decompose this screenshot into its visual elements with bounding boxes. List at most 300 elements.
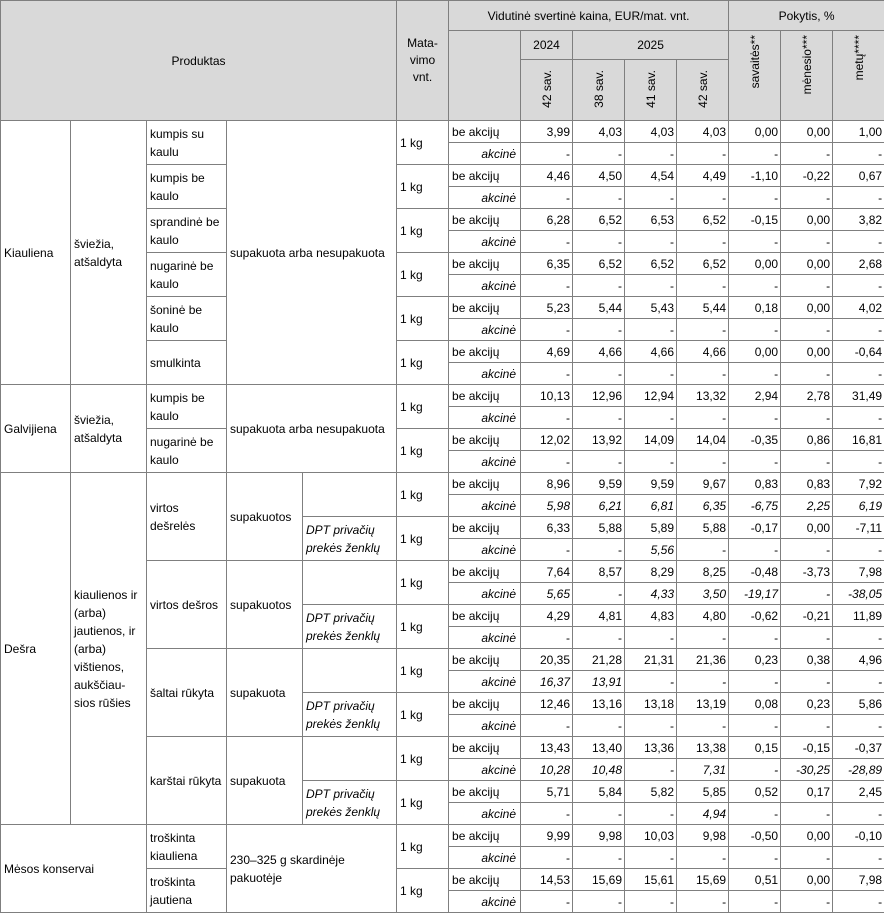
price-type-be-akciju: be akcijų — [449, 561, 521, 583]
change-cell: 2,78 — [781, 385, 833, 407]
price-cell: 8,25 — [677, 561, 729, 583]
price-type-be-akciju: be akcijų — [449, 341, 521, 363]
price-cell: - — [573, 891, 625, 913]
price-cell: 8,57 — [573, 561, 625, 583]
price-cell: 6,33 — [521, 517, 573, 539]
change-cell: - — [729, 671, 781, 693]
change-cell: -0,10 — [833, 825, 884, 847]
dpt-empty — [303, 737, 397, 781]
price-type-be-akciju: be akcijų — [449, 165, 521, 187]
price-cell: - — [625, 363, 677, 385]
price-cell: 21,31 — [625, 649, 677, 671]
price-cell: - — [677, 671, 729, 693]
change-cell: 0,23 — [729, 649, 781, 671]
price-cell: - — [521, 539, 573, 561]
change-cell: - — [833, 847, 884, 869]
change-cell: -0,37 — [833, 737, 884, 759]
price-cell: - — [677, 891, 729, 913]
price-cell: - — [573, 627, 625, 649]
price-cell: - — [573, 847, 625, 869]
header-change-year: metų**** — [833, 31, 884, 121]
change-cell: 0,00 — [781, 517, 833, 539]
price-cell: 6,35 — [521, 253, 573, 275]
price-type-akcine: akcinė — [449, 495, 521, 517]
change-cell: - — [729, 143, 781, 165]
change-cell: 0,00 — [781, 209, 833, 231]
dpt-label: DPT privačių prekės ženklų — [303, 605, 397, 649]
change-cell: - — [833, 891, 884, 913]
change-cell: -0,64 — [833, 341, 884, 363]
price-cell: 9,98 — [677, 825, 729, 847]
table-body — [1, 121, 884, 913]
change-cell: - — [833, 231, 884, 253]
price-cell: - — [677, 847, 729, 869]
unit-label: 1 kg — [397, 737, 449, 781]
change-cell: -0,21 — [781, 605, 833, 627]
unit-label: 1 kg — [397, 781, 449, 825]
price-cell: 21,28 — [573, 649, 625, 671]
price-cell: 8,96 — [521, 473, 573, 495]
change-cell: 7,98 — [833, 869, 884, 891]
change-cell: 3,82 — [833, 209, 884, 231]
change-cell: 0,52 — [729, 781, 781, 803]
change-cell: - — [781, 803, 833, 825]
change-cell: 0,00 — [781, 253, 833, 275]
price-cell: 20,35 — [521, 649, 573, 671]
price-cell: 4,54 — [625, 165, 677, 187]
price-cell: - — [625, 891, 677, 913]
price-cell: 13,43 — [521, 737, 573, 759]
product-label: troškinta jautiena — [147, 869, 227, 913]
price-type-akcine: akcinė — [449, 539, 521, 561]
product-label: smulkinta — [147, 341, 227, 385]
price-cell: 13,16 — [573, 693, 625, 715]
price-cell: 15,61 — [625, 869, 677, 891]
change-cell: - — [833, 363, 884, 385]
change-cell: 2,94 — [729, 385, 781, 407]
change-cell: -1,10 — [729, 165, 781, 187]
change-cell: - — [729, 407, 781, 429]
price-cell: - — [625, 143, 677, 165]
change-cell: - — [781, 143, 833, 165]
sub-desra: kiaulienos ir (arba) jautienos, ir (arba) vištienos, aukščiau-sios rūšies — [71, 473, 147, 825]
price-cell: 10,13 — [521, 385, 573, 407]
price-type-be-akciju: be akcijų — [449, 385, 521, 407]
change-cell: -30,25 — [781, 759, 833, 781]
price-cell: 4,66 — [573, 341, 625, 363]
price-cell: 5,98 — [521, 495, 573, 517]
price-cell: 10,03 — [625, 825, 677, 847]
price-cell: - — [625, 759, 677, 781]
price-type-be-akciju: be akcijų — [449, 297, 521, 319]
change-cell: - — [781, 715, 833, 737]
price-type-be-akciju: be akcijų — [449, 209, 521, 231]
pack-supakuota: supakuota — [227, 737, 303, 825]
price-cell: 5,82 — [625, 781, 677, 803]
price-cell: - — [521, 407, 573, 429]
price-cell: 13,40 — [573, 737, 625, 759]
price-cell: 3,50 — [677, 583, 729, 605]
unit-label: 1 kg — [397, 693, 449, 737]
price-cell: 12,96 — [573, 385, 625, 407]
change-cell: - — [729, 231, 781, 253]
change-cell: - — [833, 803, 884, 825]
change-cell: 1,00 — [833, 121, 884, 143]
change-cell: 4,02 — [833, 297, 884, 319]
price-cell: 4,80 — [677, 605, 729, 627]
change-cell: 0,00 — [781, 341, 833, 363]
price-cell: 6,52 — [677, 209, 729, 231]
change-cell: - — [729, 759, 781, 781]
price-cell: - — [521, 451, 573, 473]
change-cell: -0,48 — [729, 561, 781, 583]
change-cell: 6,19 — [833, 495, 884, 517]
change-cell: - — [781, 407, 833, 429]
unit-label: 1 kg — [397, 385, 449, 429]
price-type-be-akciju: be akcijų — [449, 253, 521, 275]
unit-label: 1 kg — [397, 297, 449, 341]
change-cell: - — [729, 319, 781, 341]
change-cell: - — [781, 363, 833, 385]
price-cell: - — [677, 539, 729, 561]
price-type-be-akciju: be akcijų — [449, 649, 521, 671]
change-cell: - — [781, 627, 833, 649]
change-cell: 0,00 — [729, 253, 781, 275]
change-cell: -3,73 — [781, 561, 833, 583]
pack-supakuotos: supakuotos — [227, 473, 303, 561]
price-cell: - — [573, 363, 625, 385]
price-cell: 5,65 — [521, 583, 573, 605]
price-type-akcine: akcinė — [449, 187, 521, 209]
price-cell: - — [625, 715, 677, 737]
price-cell: - — [573, 407, 625, 429]
price-cell: 10,28 — [521, 759, 573, 781]
price-cell: 13,92 — [573, 429, 625, 451]
change-cell: -0,17 — [729, 517, 781, 539]
price-cell: 4,03 — [677, 121, 729, 143]
price-cell: 5,44 — [573, 297, 625, 319]
price-cell: - — [677, 451, 729, 473]
header-produktas: Produktas — [1, 1, 397, 121]
price-cell: 14,53 — [521, 869, 573, 891]
change-cell: 0,00 — [729, 121, 781, 143]
unit-label: 1 kg — [397, 165, 449, 209]
change-cell: 0,83 — [729, 473, 781, 495]
price-cell: 5,71 — [521, 781, 573, 803]
price-cell: - — [677, 319, 729, 341]
price-type-be-akciju: be akcijų — [449, 605, 521, 627]
change-cell: - — [729, 715, 781, 737]
change-cell: 0,23 — [781, 693, 833, 715]
change-cell: - — [833, 671, 884, 693]
change-cell: - — [729, 891, 781, 913]
price-cell: 4,83 — [625, 605, 677, 627]
product-label: kumpis be kaulo — [147, 165, 227, 209]
change-cell: 0,67 — [833, 165, 884, 187]
change-cell: 2,45 — [833, 781, 884, 803]
pack-label: 230–325 g skardinėje pakuotėje — [227, 825, 397, 913]
change-cell: 0,51 — [729, 869, 781, 891]
price-cell: - — [677, 187, 729, 209]
unit-label: 1 kg — [397, 341, 449, 385]
price-cell: - — [521, 363, 573, 385]
header-year-2025: 2025 — [573, 31, 729, 60]
price-type-be-akciju: be akcijų — [449, 737, 521, 759]
price-type-be-akciju: be akcijų — [449, 693, 521, 715]
change-cell: 11,89 — [833, 605, 884, 627]
price-cell: - — [573, 319, 625, 341]
change-cell: 31,49 — [833, 385, 884, 407]
header-matavimo: Mata-vimo vnt. — [397, 1, 449, 121]
change-cell: 0,18 — [729, 297, 781, 319]
unit-label: 1 kg — [397, 209, 449, 253]
price-cell: - — [521, 231, 573, 253]
price-cell: - — [625, 187, 677, 209]
price-cell: 4,29 — [521, 605, 573, 627]
product-label: nugarinė be kaulo — [147, 429, 227, 473]
price-cell: - — [521, 275, 573, 297]
change-cell: -19,17 — [729, 583, 781, 605]
change-cell: -38,05 — [833, 583, 884, 605]
price-cell: 13,91 — [573, 671, 625, 693]
header-kaina: Vidutinė svertinė kaina, EUR/mat. vnt. — [449, 1, 729, 31]
price-cell: - — [521, 715, 573, 737]
price-cell: 21,36 — [677, 649, 729, 671]
price-cell: 12,94 — [625, 385, 677, 407]
price-cell: 9,59 — [573, 473, 625, 495]
price-type-akcine: akcinė — [449, 759, 521, 781]
price-cell: - — [573, 143, 625, 165]
group-konservai: Mėsos konservai — [1, 825, 147, 913]
price-cell: - — [573, 231, 625, 253]
change-cell: 0,38 — [781, 649, 833, 671]
product-label: virtos dešros — [147, 561, 227, 649]
price-cell: 6,53 — [625, 209, 677, 231]
header-pokytis: Pokytis, % — [729, 1, 884, 31]
price-cell: - — [521, 319, 573, 341]
price-cell: - — [625, 803, 677, 825]
product-label: nugarinė be kaulo — [147, 253, 227, 297]
change-cell: 0,00 — [781, 825, 833, 847]
change-cell: - — [833, 319, 884, 341]
unit-label: 1 kg — [397, 517, 449, 561]
price-cell: 6,35 — [677, 495, 729, 517]
change-cell: - — [833, 627, 884, 649]
change-cell: - — [781, 231, 833, 253]
sub-sviezia-2: šviežia, atšaldyta — [71, 385, 147, 473]
change-cell: - — [781, 451, 833, 473]
price-cell: 13,36 — [625, 737, 677, 759]
change-cell: - — [833, 715, 884, 737]
price-cell: - — [677, 231, 729, 253]
change-cell: 2,25 — [781, 495, 833, 517]
pack-supakuotos: supakuotos — [227, 561, 303, 649]
price-cell: - — [677, 275, 729, 297]
change-cell: 2,68 — [833, 253, 884, 275]
product-label: sprandinė be kaulo — [147, 209, 227, 253]
price-type-be-akciju: be akcijų — [449, 473, 521, 495]
price-type-akcine: akcinė — [449, 847, 521, 869]
price-cell: - — [521, 847, 573, 869]
price-cell: 14,09 — [625, 429, 677, 451]
price-type-be-akciju: be akcijų — [449, 825, 521, 847]
price-cell: - — [521, 187, 573, 209]
product-label: šoninė be kaulo — [147, 297, 227, 341]
price-cell: - — [625, 847, 677, 869]
price-cell: 6,52 — [625, 253, 677, 275]
price-cell: 4,94 — [677, 803, 729, 825]
price-cell: 9,59 — [625, 473, 677, 495]
change-cell: -6,75 — [729, 495, 781, 517]
change-cell: 0,08 — [729, 693, 781, 715]
change-cell: - — [781, 847, 833, 869]
price-cell: 4,49 — [677, 165, 729, 187]
price-type-be-akciju: be akcijų — [449, 121, 521, 143]
unit-label: 1 kg — [397, 253, 449, 297]
price-cell: 6,52 — [677, 253, 729, 275]
price-type-akcine: akcinė — [449, 583, 521, 605]
change-cell: - — [781, 891, 833, 913]
change-cell: - — [781, 671, 833, 693]
product-label: kumpis su kaulu — [147, 121, 227, 165]
header-week-2025-41: 41 sav. — [625, 60, 677, 121]
price-cell: 6,28 — [521, 209, 573, 231]
price-cell: 13,32 — [677, 385, 729, 407]
unit-label: 1 kg — [397, 473, 449, 517]
change-cell: 0,00 — [781, 297, 833, 319]
change-cell: - — [833, 407, 884, 429]
price-cell: - — [625, 451, 677, 473]
header-week-2025-38: 38 sav. — [573, 60, 625, 121]
dpt-empty — [303, 649, 397, 693]
dpt-empty — [303, 561, 397, 605]
change-cell: - — [781, 539, 833, 561]
change-cell: -0,15 — [729, 209, 781, 231]
price-cell: - — [573, 275, 625, 297]
change-cell: 16,81 — [833, 429, 884, 451]
change-cell: 7,98 — [833, 561, 884, 583]
unit-label: 1 kg — [397, 869, 449, 913]
price-cell: - — [573, 451, 625, 473]
price-cell: 5,88 — [573, 517, 625, 539]
unit-label: 1 kg — [397, 121, 449, 165]
price-cell: 5,84 — [573, 781, 625, 803]
product-label: troškinta kiauliena — [147, 825, 227, 869]
price-cell: 5,44 — [677, 297, 729, 319]
change-cell: 0,86 — [781, 429, 833, 451]
price-type-be-akciju: be akcijų — [449, 781, 521, 803]
price-cell: - — [677, 363, 729, 385]
change-cell: -0,22 — [781, 165, 833, 187]
price-cell: - — [573, 187, 625, 209]
change-cell: - — [833, 539, 884, 561]
change-cell: 5,86 — [833, 693, 884, 715]
change-cell: -0,50 — [729, 825, 781, 847]
change-cell: - — [729, 627, 781, 649]
product-label: karštai rūkyta — [147, 737, 227, 825]
price-type-akcine: akcinė — [449, 451, 521, 473]
change-cell: - — [833, 451, 884, 473]
price-type-be-akciju: be akcijų — [449, 869, 521, 891]
change-cell: - — [833, 275, 884, 297]
price-cell: - — [677, 143, 729, 165]
change-cell: 0,00 — [781, 121, 833, 143]
price-cell: 4,81 — [573, 605, 625, 627]
change-cell: - — [833, 143, 884, 165]
price-cell: - — [625, 231, 677, 253]
price-cell: - — [573, 583, 625, 605]
price-cell: 12,46 — [521, 693, 573, 715]
unit-label: 1 kg — [397, 429, 449, 473]
change-cell: -0,62 — [729, 605, 781, 627]
price-type-akcine: akcinė — [449, 407, 521, 429]
price-type-be-akciju: be akcijų — [449, 429, 521, 451]
price-cell: 4,66 — [677, 341, 729, 363]
change-cell: 0,17 — [781, 781, 833, 803]
change-cell: 0,00 — [729, 341, 781, 363]
change-cell: - — [729, 275, 781, 297]
change-cell: 0,15 — [729, 737, 781, 759]
price-cell: 4,03 — [625, 121, 677, 143]
table-header — [1, 1, 884, 121]
price-cell: 5,85 — [677, 781, 729, 803]
price-cell: - — [677, 715, 729, 737]
dpt-label: DPT privačių prekės ženklų — [303, 781, 397, 825]
change-cell: - — [781, 583, 833, 605]
change-cell: -7,11 — [833, 517, 884, 539]
price-cell: 4,69 — [521, 341, 573, 363]
change-cell: 4,96 — [833, 649, 884, 671]
price-cell: 15,69 — [573, 869, 625, 891]
change-cell: -0,35 — [729, 429, 781, 451]
price-cell: 5,23 — [521, 297, 573, 319]
change-cell: - — [729, 847, 781, 869]
price-cell: 5,89 — [625, 517, 677, 539]
price-cell: - — [625, 319, 677, 341]
header-change-month: mėnesio*** — [781, 31, 833, 121]
price-cell: - — [677, 627, 729, 649]
price-cell: - — [573, 803, 625, 825]
change-cell: - — [729, 363, 781, 385]
change-cell: - — [729, 539, 781, 561]
price-cell: 15,69 — [677, 869, 729, 891]
header-week-2025-42: 42 sav. — [677, 60, 729, 121]
price-cell: 3,99 — [521, 121, 573, 143]
price-cell: 13,18 — [625, 693, 677, 715]
price-cell: - — [625, 275, 677, 297]
change-cell: - — [729, 451, 781, 473]
pack-supakuota: supakuota — [227, 649, 303, 737]
price-type-akcine: akcinė — [449, 363, 521, 385]
price-cell: - — [573, 715, 625, 737]
price-cell: 13,38 — [677, 737, 729, 759]
price-cell: 4,46 — [521, 165, 573, 187]
price-cell: 10,48 — [573, 759, 625, 781]
price-cell: 5,88 — [677, 517, 729, 539]
price-cell: - — [625, 671, 677, 693]
price-cell: 6,21 — [573, 495, 625, 517]
price-cell: - — [677, 407, 729, 429]
change-cell: - — [833, 187, 884, 209]
sub-sviezia-1: šviežia, atšaldyta — [71, 121, 147, 385]
change-cell: - — [781, 275, 833, 297]
price-cell: 6,81 — [625, 495, 677, 517]
price-cell: 7,31 — [677, 759, 729, 781]
price-cell: 6,52 — [573, 209, 625, 231]
unit-label: 1 kg — [397, 605, 449, 649]
header-empty — [449, 31, 521, 121]
price-cell: - — [521, 891, 573, 913]
